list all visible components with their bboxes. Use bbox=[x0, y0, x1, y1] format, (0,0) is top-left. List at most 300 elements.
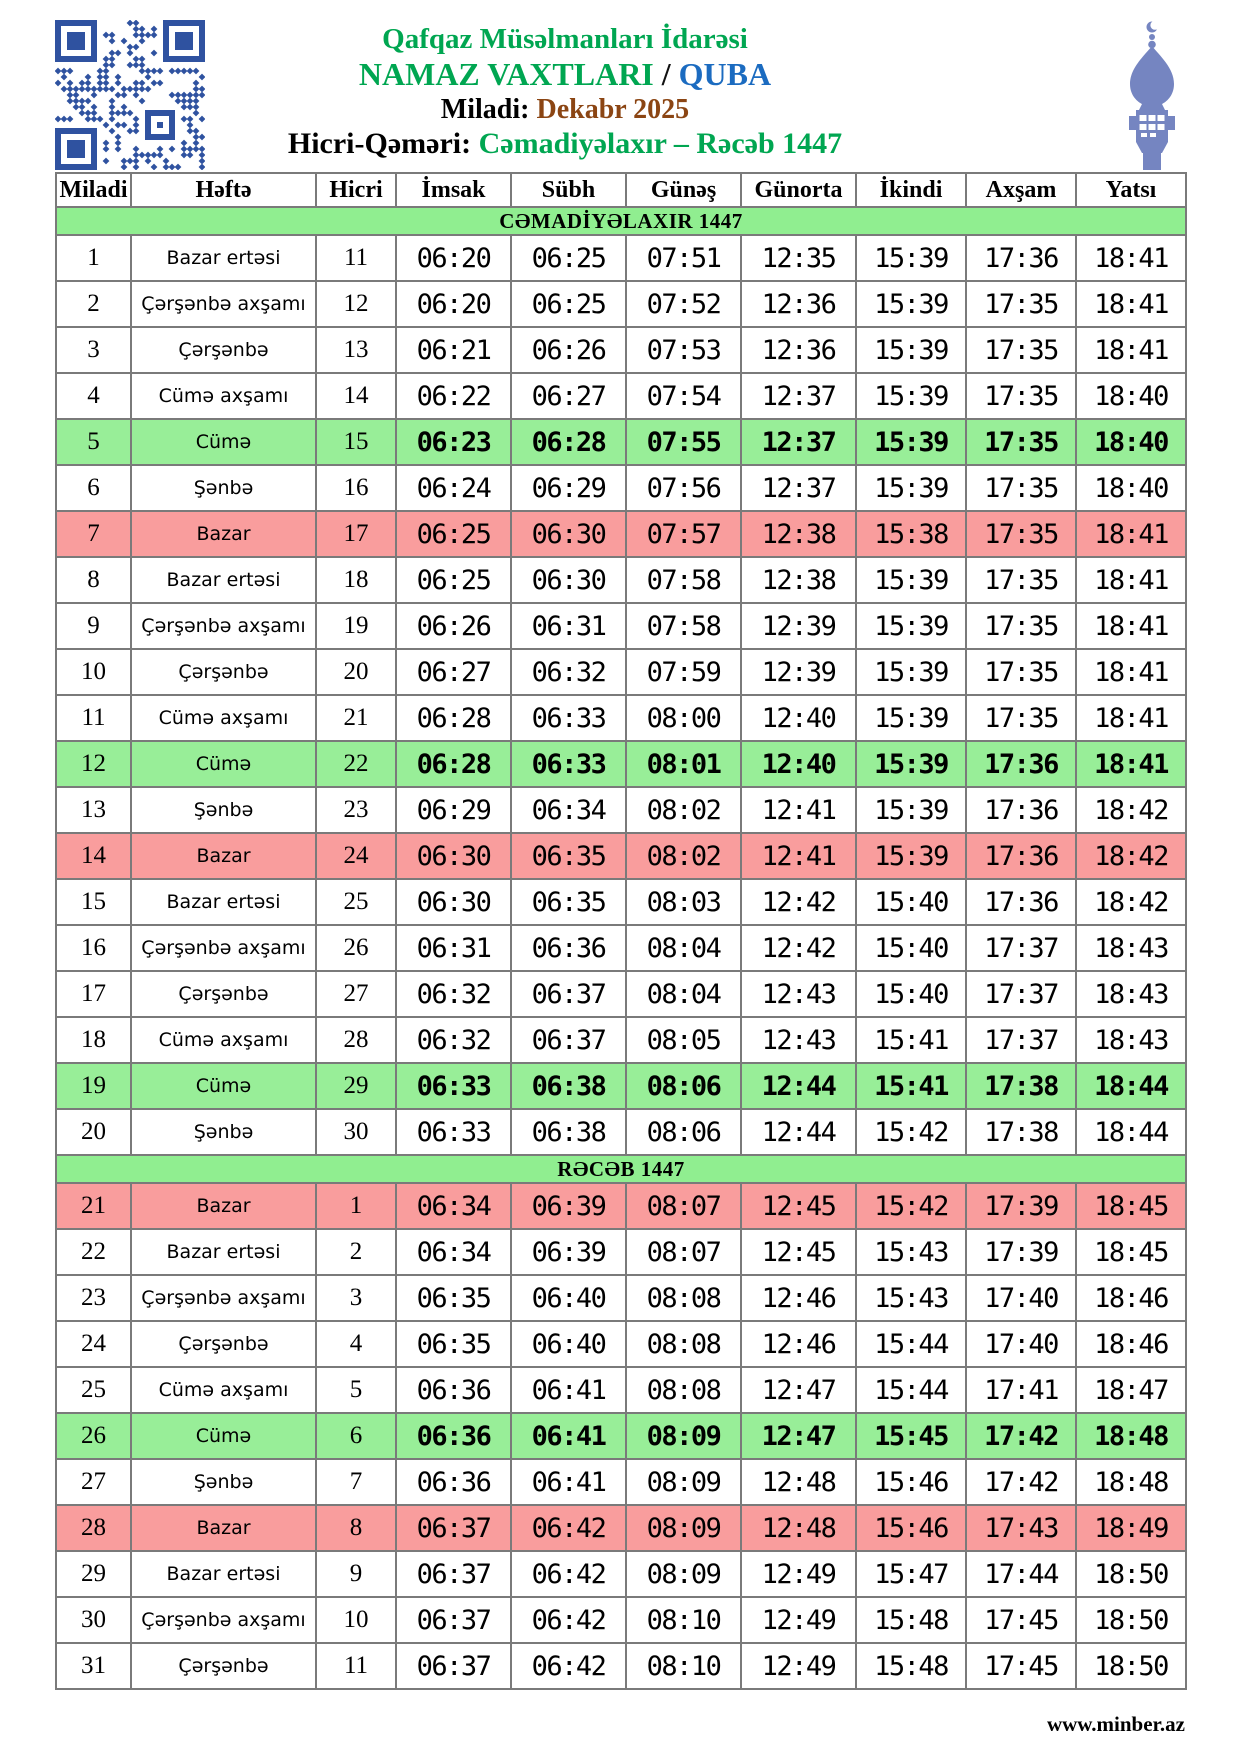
miladi-day: 13 bbox=[56, 787, 131, 833]
time-ikindi: 15:39 bbox=[856, 373, 966, 419]
time-gunorta: 12:45 bbox=[741, 1229, 856, 1275]
hicri-day: 5 bbox=[316, 1367, 396, 1413]
hicri-day: 25 bbox=[316, 879, 396, 925]
time-subh: 06:41 bbox=[511, 1459, 626, 1505]
time-ikindi: 15:39 bbox=[856, 741, 966, 787]
time-yatsi: 18:41 bbox=[1076, 281, 1186, 327]
time-axsam: 17:37 bbox=[966, 1017, 1076, 1063]
time-gunes: 08:07 bbox=[626, 1183, 741, 1229]
table-row-day-21 bbox=[56, 1183, 1186, 1229]
time-gunes: 08:07 bbox=[626, 1229, 741, 1275]
table-row-day-14 bbox=[56, 833, 1186, 879]
time-axsam: 17:37 bbox=[966, 971, 1076, 1017]
time-yatsi: 18:41 bbox=[1076, 511, 1186, 557]
time-ikindi: 15:42 bbox=[856, 1183, 966, 1229]
time-subh: 06:37 bbox=[511, 1017, 626, 1063]
time-imsak: 06:31 bbox=[396, 925, 511, 971]
weekday-name: Çərşənbə axşamı bbox=[131, 1597, 316, 1643]
time-imsak: 06:33 bbox=[396, 1109, 511, 1155]
time-ikindi: 15:39 bbox=[856, 695, 966, 741]
hicri-value: Cəmadiyəlaxır – Rəcəb 1447 bbox=[478, 127, 843, 160]
hicri-day: 3 bbox=[316, 1275, 396, 1321]
time-ikindi: 15:44 bbox=[856, 1321, 966, 1367]
table-row-day-28 bbox=[56, 1505, 1186, 1551]
time-gunes: 08:09 bbox=[626, 1459, 741, 1505]
hicri-day: 6 bbox=[316, 1413, 396, 1459]
gregorian-date-line bbox=[150, 93, 980, 126]
hicri-label: Hicri-Qəməri: bbox=[287, 127, 472, 160]
time-gunorta: 12:49 bbox=[741, 1597, 856, 1643]
time-axsam: 17:36 bbox=[966, 879, 1076, 925]
hicri-day: 7 bbox=[316, 1459, 396, 1505]
miladi-day: 12 bbox=[56, 741, 131, 787]
table-row-day-13 bbox=[56, 787, 1186, 833]
time-yatsi: 18:41 bbox=[1076, 741, 1186, 787]
time-subh: 06:42 bbox=[511, 1643, 626, 1689]
time-gunorta: 12:43 bbox=[741, 1017, 856, 1063]
time-ikindi: 15:39 bbox=[856, 235, 966, 281]
column-header-i̇msak: İmsak bbox=[396, 173, 511, 207]
time-imsak: 06:28 bbox=[396, 695, 511, 741]
time-gunes: 07:59 bbox=[626, 649, 741, 695]
hicri-day: 26 bbox=[316, 925, 396, 971]
table-row-day-25 bbox=[56, 1367, 1186, 1413]
time-gunorta: 12:40 bbox=[741, 741, 856, 787]
hicri-day: 14 bbox=[316, 373, 396, 419]
hicri-day: 16 bbox=[316, 465, 396, 511]
time-axsam: 17:44 bbox=[966, 1551, 1076, 1597]
hicri-day: 11 bbox=[316, 235, 396, 281]
miladi-day: 6 bbox=[56, 465, 131, 511]
table-row-day-24 bbox=[56, 1321, 1186, 1367]
weekday-name: Cümə bbox=[131, 741, 316, 787]
time-yatsi: 18:40 bbox=[1076, 373, 1186, 419]
time-axsam: 17:45 bbox=[966, 1597, 1076, 1643]
time-subh: 06:33 bbox=[511, 741, 626, 787]
time-ikindi: 15:45 bbox=[856, 1413, 966, 1459]
time-yatsi: 18:41 bbox=[1076, 327, 1186, 373]
time-yatsi: 18:41 bbox=[1076, 649, 1186, 695]
time-ikindi: 15:42 bbox=[856, 1109, 966, 1155]
time-gunorta: 12:47 bbox=[741, 1367, 856, 1413]
weekday-name: Bazar ertəsi bbox=[131, 1229, 316, 1275]
table-row-day-16 bbox=[56, 925, 1186, 971]
time-imsak: 06:24 bbox=[396, 465, 511, 511]
time-imsak: 06:35 bbox=[396, 1275, 511, 1321]
hicri-day: 1 bbox=[316, 1183, 396, 1229]
time-gunorta: 12:45 bbox=[741, 1183, 856, 1229]
time-subh: 06:40 bbox=[511, 1275, 626, 1321]
time-gunes: 07:58 bbox=[626, 557, 741, 603]
website-url: www.minber.az bbox=[1046, 1712, 1185, 1736]
time-gunes: 07:52 bbox=[626, 281, 741, 327]
time-imsak: 06:30 bbox=[396, 833, 511, 879]
time-ikindi: 15:39 bbox=[856, 603, 966, 649]
time-imsak: 06:36 bbox=[396, 1367, 511, 1413]
time-axsam: 17:35 bbox=[966, 649, 1076, 695]
time-ikindi: 15:40 bbox=[856, 879, 966, 925]
time-yatsi: 18:40 bbox=[1076, 419, 1186, 465]
time-ikindi: 15:40 bbox=[856, 925, 966, 971]
column-header-i̇kindi: İkindi bbox=[856, 173, 966, 207]
hijri-date-line bbox=[150, 126, 980, 161]
time-imsak: 06:25 bbox=[396, 511, 511, 557]
table-row-day-7 bbox=[56, 511, 1186, 557]
weekday-name: Bazar ertəsi bbox=[131, 1551, 316, 1597]
time-subh: 06:32 bbox=[511, 649, 626, 695]
time-ikindi: 15:39 bbox=[856, 833, 966, 879]
time-axsam: 17:39 bbox=[966, 1183, 1076, 1229]
weekday-name: Bazar ertəsi bbox=[131, 879, 316, 925]
time-gunes: 07:55 bbox=[626, 419, 741, 465]
table-row-day-15 bbox=[56, 879, 1186, 925]
time-gunes: 08:09 bbox=[626, 1413, 741, 1459]
time-subh: 06:42 bbox=[511, 1551, 626, 1597]
time-subh: 06:39 bbox=[511, 1229, 626, 1275]
time-ikindi: 15:47 bbox=[856, 1551, 966, 1597]
time-gunorta: 12:46 bbox=[741, 1321, 856, 1367]
time-gunorta: 12:48 bbox=[741, 1505, 856, 1551]
time-gunorta: 12:37 bbox=[741, 373, 856, 419]
time-imsak: 06:36 bbox=[396, 1413, 511, 1459]
table-row-day-5 bbox=[56, 419, 1186, 465]
column-header-günəş: Günəş bbox=[626, 173, 741, 207]
miladi-day: 26 bbox=[56, 1413, 131, 1459]
hicri-day: 20 bbox=[316, 649, 396, 695]
table-row-day-2 bbox=[56, 281, 1186, 327]
miladi-day: 17 bbox=[56, 971, 131, 1017]
miladi-day: 22 bbox=[56, 1229, 131, 1275]
time-gunes: 07:57 bbox=[626, 511, 741, 557]
time-axsam: 17:35 bbox=[966, 327, 1076, 373]
time-subh: 06:35 bbox=[511, 879, 626, 925]
time-subh: 06:37 bbox=[511, 971, 626, 1017]
table-row-day-20 bbox=[56, 1109, 1186, 1155]
time-gunorta: 12:47 bbox=[741, 1413, 856, 1459]
weekday-name: Cümə axşamı bbox=[131, 1017, 316, 1063]
time-gunorta: 12:49 bbox=[741, 1551, 856, 1597]
weekday-name: Şənbə bbox=[131, 787, 316, 833]
time-gunorta: 12:37 bbox=[741, 419, 856, 465]
hicri-day: 23 bbox=[316, 787, 396, 833]
column-header-row bbox=[56, 173, 1186, 207]
column-header-miladi: Miladi bbox=[56, 173, 131, 207]
time-yatsi: 18:40 bbox=[1076, 465, 1186, 511]
time-gunorta: 12:38 bbox=[741, 557, 856, 603]
time-imsak: 06:27 bbox=[396, 649, 511, 695]
time-yatsi: 18:41 bbox=[1076, 695, 1186, 741]
time-gunorta: 12:44 bbox=[741, 1063, 856, 1109]
time-subh: 06:35 bbox=[511, 833, 626, 879]
time-subh: 06:38 bbox=[511, 1063, 626, 1109]
city-name: QUBA bbox=[678, 56, 772, 92]
time-yatsi: 18:41 bbox=[1076, 603, 1186, 649]
time-ikindi: 15:46 bbox=[856, 1505, 966, 1551]
time-ikindi: 15:38 bbox=[856, 511, 966, 557]
column-header-həftə: Həftə bbox=[131, 173, 316, 207]
time-ikindi: 15:41 bbox=[856, 1017, 966, 1063]
time-gunes: 08:05 bbox=[626, 1017, 741, 1063]
hicri-day: 28 bbox=[316, 1017, 396, 1063]
table-row-day-3 bbox=[56, 327, 1186, 373]
table-row-day-18 bbox=[56, 1017, 1186, 1063]
miladi-day: 19 bbox=[56, 1063, 131, 1109]
time-axsam: 17:35 bbox=[966, 465, 1076, 511]
column-header-hicri: Hicri bbox=[316, 173, 396, 207]
miladi-day: 4 bbox=[56, 373, 131, 419]
time-axsam: 17:42 bbox=[966, 1459, 1076, 1505]
time-yatsi: 18:46 bbox=[1076, 1321, 1186, 1367]
time-gunes: 07:56 bbox=[626, 465, 741, 511]
time-axsam: 17:37 bbox=[966, 925, 1076, 971]
weekday-name: Çərşənbə axşamı bbox=[131, 603, 316, 649]
time-axsam: 17:35 bbox=[966, 281, 1076, 327]
time-imsak: 06:32 bbox=[396, 1017, 511, 1063]
hicri-day: 2 bbox=[316, 1229, 396, 1275]
table-row-day-12 bbox=[56, 741, 1186, 787]
time-subh: 06:29 bbox=[511, 465, 626, 511]
time-subh: 06:42 bbox=[511, 1597, 626, 1643]
time-gunorta: 12:39 bbox=[741, 603, 856, 649]
time-imsak: 06:37 bbox=[396, 1505, 511, 1551]
time-gunorta: 12:37 bbox=[741, 465, 856, 511]
time-gunes: 08:02 bbox=[626, 833, 741, 879]
month-section-header bbox=[56, 1155, 1186, 1183]
time-axsam: 17:36 bbox=[966, 235, 1076, 281]
hicri-day: 18 bbox=[316, 557, 396, 603]
time-imsak: 06:37 bbox=[396, 1551, 511, 1597]
hicri-day: 9 bbox=[316, 1551, 396, 1597]
time-gunes: 07:58 bbox=[626, 603, 741, 649]
time-gunorta: 12:36 bbox=[741, 327, 856, 373]
time-gunes: 08:06 bbox=[626, 1109, 741, 1155]
time-yatsi: 18:48 bbox=[1076, 1459, 1186, 1505]
miladi-day: 28 bbox=[56, 1505, 131, 1551]
time-gunorta: 12:44 bbox=[741, 1109, 856, 1155]
weekday-name: Cümə bbox=[131, 419, 316, 465]
time-imsak: 06:21 bbox=[396, 327, 511, 373]
time-axsam: 17:35 bbox=[966, 511, 1076, 557]
time-axsam: 17:36 bbox=[966, 741, 1076, 787]
miladi-day: 8 bbox=[56, 557, 131, 603]
time-axsam: 17:35 bbox=[966, 557, 1076, 603]
time-ikindi: 15:48 bbox=[856, 1643, 966, 1689]
miladi-day: 29 bbox=[56, 1551, 131, 1597]
title-text: NAMAZ VAXTLARI bbox=[358, 56, 654, 92]
miladi-day: 3 bbox=[56, 327, 131, 373]
table-row-day-1 bbox=[56, 235, 1186, 281]
table-row-day-30 bbox=[56, 1597, 1186, 1643]
miladi-day: 27 bbox=[56, 1459, 131, 1505]
time-gunes: 08:10 bbox=[626, 1597, 741, 1643]
column-header-günorta: Günorta bbox=[741, 173, 856, 207]
weekday-name: Cümə bbox=[131, 1063, 316, 1109]
weekday-name: Bazar ertəsi bbox=[131, 557, 316, 603]
miladi-day: 31 bbox=[56, 1643, 131, 1689]
time-ikindi: 15:39 bbox=[856, 649, 966, 695]
miladi-day: 20 bbox=[56, 1109, 131, 1155]
hicri-day: 19 bbox=[316, 603, 396, 649]
time-subh: 06:30 bbox=[511, 557, 626, 603]
miladi-day: 16 bbox=[56, 925, 131, 971]
weekday-name: Bazar bbox=[131, 1183, 316, 1229]
table-row-day-17 bbox=[56, 971, 1186, 1017]
time-subh: 06:41 bbox=[511, 1367, 626, 1413]
weekday-name: Çərşənbə bbox=[131, 1643, 316, 1689]
miladi-label: Miladi: bbox=[440, 94, 530, 125]
time-gunes: 08:09 bbox=[626, 1551, 741, 1597]
prayer-table-body bbox=[56, 207, 1186, 1689]
hicri-day: 21 bbox=[316, 695, 396, 741]
time-subh: 06:33 bbox=[511, 695, 626, 741]
weekday-name: Çərşənbə bbox=[131, 327, 316, 373]
time-imsak: 06:20 bbox=[396, 235, 511, 281]
time-yatsi: 18:42 bbox=[1076, 787, 1186, 833]
time-yatsi: 18:45 bbox=[1076, 1229, 1186, 1275]
hicri-day: 13 bbox=[316, 327, 396, 373]
time-yatsi: 18:41 bbox=[1076, 557, 1186, 603]
time-axsam: 17:40 bbox=[966, 1275, 1076, 1321]
time-yatsi: 18:47 bbox=[1076, 1367, 1186, 1413]
miladi-day: 15 bbox=[56, 879, 131, 925]
miladi-day: 2 bbox=[56, 281, 131, 327]
time-gunes: 07:53 bbox=[626, 327, 741, 373]
time-gunorta: 12:49 bbox=[741, 1643, 856, 1689]
time-gunorta: 12:42 bbox=[741, 925, 856, 971]
prayer-times-table bbox=[55, 172, 1187, 1690]
time-gunorta: 12:39 bbox=[741, 649, 856, 695]
time-subh: 06:39 bbox=[511, 1183, 626, 1229]
time-ikindi: 15:39 bbox=[856, 419, 966, 465]
time-axsam: 17:45 bbox=[966, 1643, 1076, 1689]
time-gunes: 08:04 bbox=[626, 925, 741, 971]
time-yatsi: 18:50 bbox=[1076, 1551, 1186, 1597]
time-yatsi: 18:48 bbox=[1076, 1413, 1186, 1459]
table-row-day-6 bbox=[56, 465, 1186, 511]
time-imsak: 06:28 bbox=[396, 741, 511, 787]
time-gunorta: 12:48 bbox=[741, 1459, 856, 1505]
table-row-day-27 bbox=[56, 1459, 1186, 1505]
hicri-day: 22 bbox=[316, 741, 396, 787]
time-ikindi: 15:43 bbox=[856, 1229, 966, 1275]
time-yatsi: 18:49 bbox=[1076, 1505, 1186, 1551]
time-yatsi: 18:46 bbox=[1076, 1275, 1186, 1321]
time-imsak: 06:37 bbox=[396, 1643, 511, 1689]
time-gunorta: 12:38 bbox=[741, 511, 856, 557]
weekday-name: Bazar bbox=[131, 833, 316, 879]
table-row-day-26 bbox=[56, 1413, 1186, 1459]
weekday-name: Cümə bbox=[131, 1413, 316, 1459]
time-subh: 06:25 bbox=[511, 235, 626, 281]
time-subh: 06:40 bbox=[511, 1321, 626, 1367]
time-gunorta: 12:41 bbox=[741, 833, 856, 879]
hicri-day: 15 bbox=[316, 419, 396, 465]
time-yatsi: 18:44 bbox=[1076, 1063, 1186, 1109]
time-axsam: 17:40 bbox=[966, 1321, 1076, 1367]
time-gunorta: 12:36 bbox=[741, 281, 856, 327]
time-subh: 06:31 bbox=[511, 603, 626, 649]
miladi-day: 7 bbox=[56, 511, 131, 557]
table-row-day-11 bbox=[56, 695, 1186, 741]
hicri-day: 11 bbox=[316, 1643, 396, 1689]
weekday-name: Çərşənbə bbox=[131, 971, 316, 1017]
time-gunorta: 12:40 bbox=[741, 695, 856, 741]
weekday-name: Çərşənbə bbox=[131, 1321, 316, 1367]
time-axsam: 17:41 bbox=[966, 1367, 1076, 1413]
time-ikindi: 15:39 bbox=[856, 557, 966, 603]
time-subh: 06:30 bbox=[511, 511, 626, 557]
miladi-day: 1 bbox=[56, 235, 131, 281]
time-imsak: 06:34 bbox=[396, 1229, 511, 1275]
time-axsam: 17:36 bbox=[966, 787, 1076, 833]
miladi-day: 9 bbox=[56, 603, 131, 649]
time-gunes: 08:02 bbox=[626, 787, 741, 833]
miladi-value: Dekabr 2025 bbox=[536, 94, 690, 125]
time-ikindi: 15:39 bbox=[856, 787, 966, 833]
table-row-day-4 bbox=[56, 373, 1186, 419]
time-yatsi: 18:42 bbox=[1076, 833, 1186, 879]
weekday-name: Çərşənbə bbox=[131, 649, 316, 695]
time-subh: 06:25 bbox=[511, 281, 626, 327]
weekday-name: Çərşənbə axşamı bbox=[131, 281, 316, 327]
time-yatsi: 18:50 bbox=[1076, 1643, 1186, 1689]
hicri-day: 30 bbox=[316, 1109, 396, 1155]
time-imsak: 06:26 bbox=[396, 603, 511, 649]
time-axsam: 17:35 bbox=[966, 603, 1076, 649]
time-ikindi: 15:39 bbox=[856, 327, 966, 373]
weekday-name: Şənbə bbox=[131, 1109, 316, 1155]
time-ikindi: 15:46 bbox=[856, 1459, 966, 1505]
miladi-day: 18 bbox=[56, 1017, 131, 1063]
time-imsak: 06:34 bbox=[396, 1183, 511, 1229]
time-imsak: 06:35 bbox=[396, 1321, 511, 1367]
time-subh: 06:28 bbox=[511, 419, 626, 465]
time-gunorta: 12:35 bbox=[741, 235, 856, 281]
time-gunes: 07:54 bbox=[626, 373, 741, 419]
hicri-day: 8 bbox=[316, 1505, 396, 1551]
time-imsak: 06:37 bbox=[396, 1597, 511, 1643]
time-gunes: 08:03 bbox=[626, 879, 741, 925]
time-gunorta: 12:46 bbox=[741, 1275, 856, 1321]
time-yatsi: 18:50 bbox=[1076, 1597, 1186, 1643]
time-imsak: 06:29 bbox=[396, 787, 511, 833]
time-axsam: 17:35 bbox=[966, 419, 1076, 465]
time-imsak: 06:22 bbox=[396, 373, 511, 419]
miladi-day: 30 bbox=[56, 1597, 131, 1643]
time-gunes: 08:06 bbox=[626, 1063, 741, 1109]
time-imsak: 06:20 bbox=[396, 281, 511, 327]
time-imsak: 06:36 bbox=[396, 1459, 511, 1505]
time-gunes: 07:51 bbox=[626, 235, 741, 281]
hicri-day: 27 bbox=[316, 971, 396, 1017]
column-header-axşam: Axşam bbox=[966, 173, 1076, 207]
table-row-day-29 bbox=[56, 1551, 1186, 1597]
time-axsam: 17:35 bbox=[966, 373, 1076, 419]
time-gunorta: 12:42 bbox=[741, 879, 856, 925]
time-axsam: 17:36 bbox=[966, 833, 1076, 879]
page-title bbox=[150, 56, 980, 93]
time-gunes: 08:01 bbox=[626, 741, 741, 787]
time-yatsi: 18:43 bbox=[1076, 971, 1186, 1017]
time-imsak: 06:23 bbox=[396, 419, 511, 465]
weekday-name: Çərşənbə axşamı bbox=[131, 925, 316, 971]
time-axsam: 17:38 bbox=[966, 1109, 1076, 1155]
time-ikindi: 15:43 bbox=[856, 1275, 966, 1321]
table-row-day-31 bbox=[56, 1643, 1186, 1689]
weekday-name: Çərşənbə axşamı bbox=[131, 1275, 316, 1321]
hicri-day: 24 bbox=[316, 833, 396, 879]
time-gunes: 08:10 bbox=[626, 1643, 741, 1689]
